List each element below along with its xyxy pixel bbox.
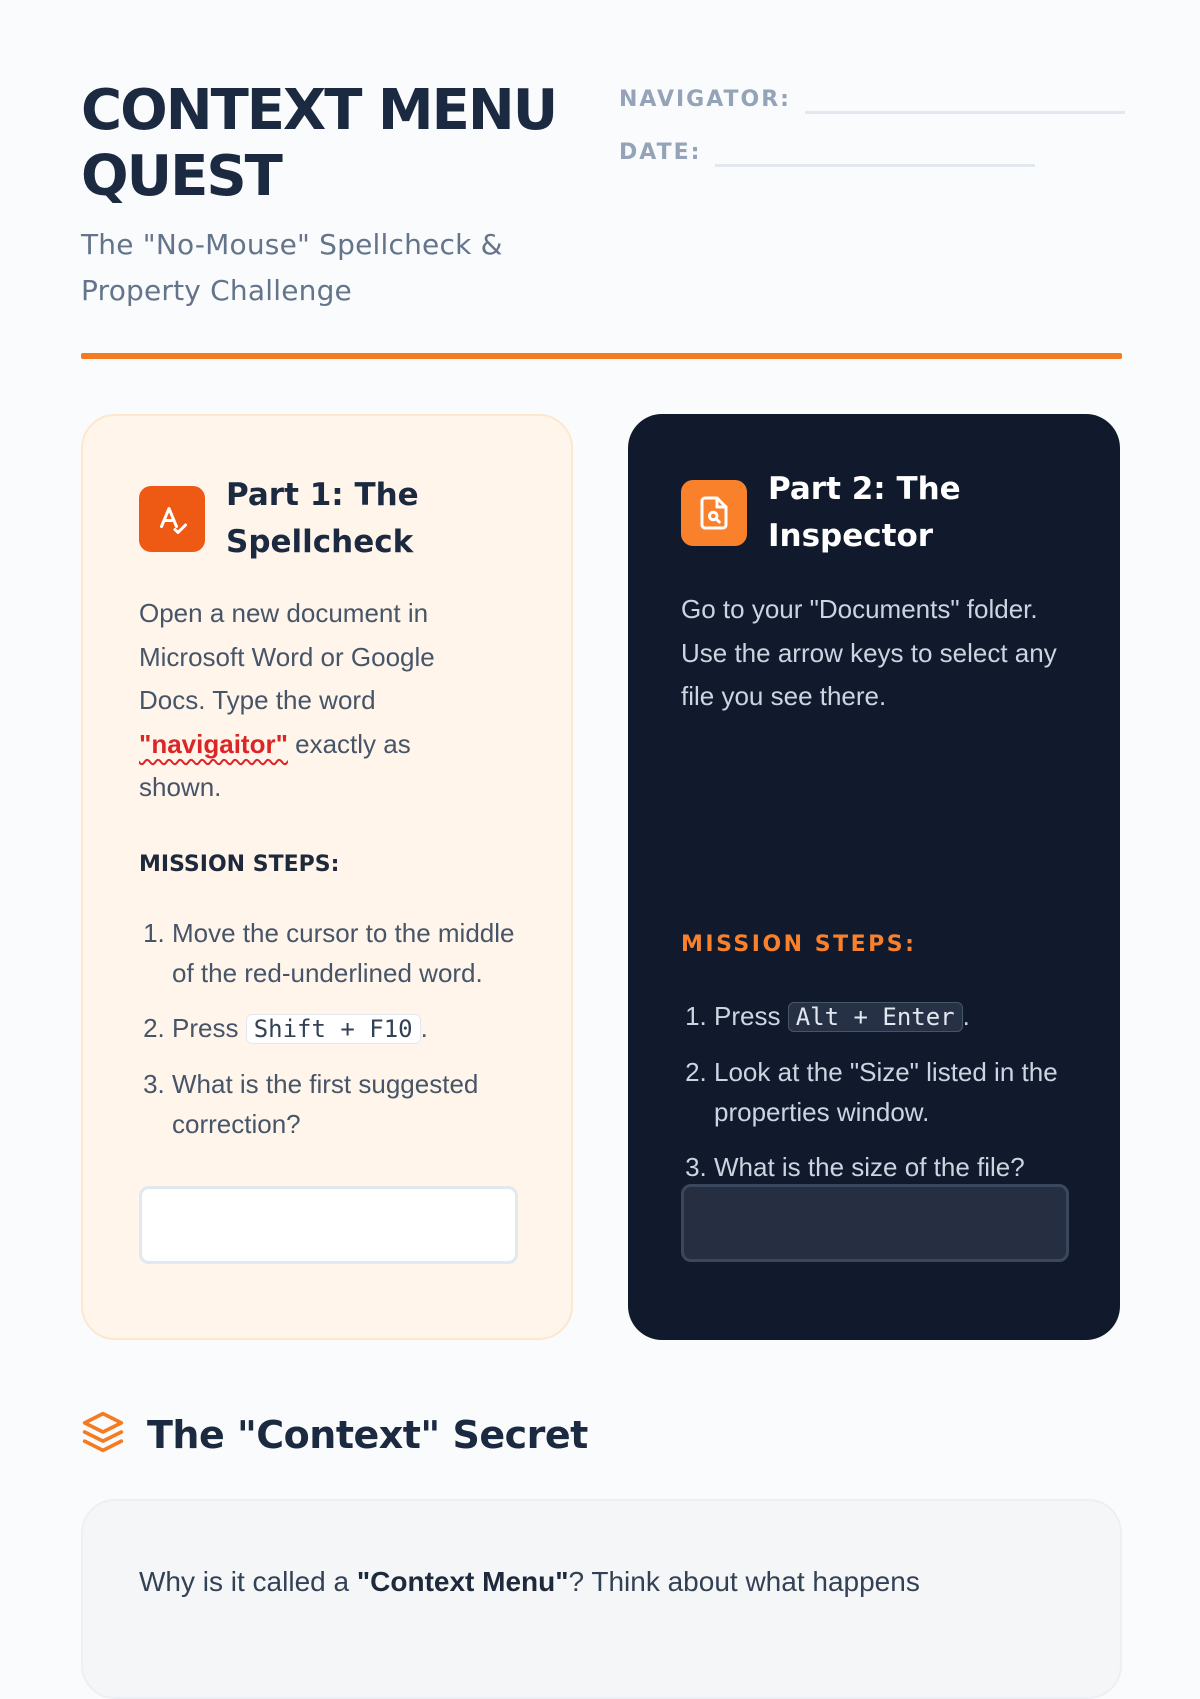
part1-steps-label: MISSION STEPS: — [139, 852, 340, 877]
date-input-line[interactable] — [715, 142, 1035, 167]
worksheet-page — [81, 0, 1122, 1600]
shortcut-key: Shift + F10 — [246, 1014, 421, 1044]
page-title: CONTEXT MENU QUEST — [81, 78, 557, 209]
page-subtitle: The "No-Mouse" Spellcheck & Property Challenge — [81, 228, 503, 307]
navigator-input-line[interactable] — [805, 89, 1125, 114]
part2-intro: Go to your "Documents" folder. Use the arrow keys to select any file you see there. — [681, 594, 1057, 711]
part1-intro-text-end: exactly as shown. — [139, 728, 411, 802]
step-text-end: . — [420, 1013, 428, 1043]
navigator-field — [619, 86, 1125, 114]
part2-steps — [681, 996, 1094, 1202]
misspelled-word: "navigaitor" — [139, 728, 288, 759]
step-text: Press — [714, 1001, 788, 1031]
part2-answer-field[interactable] — [681, 1184, 1069, 1262]
file-search-icon — [681, 480, 747, 546]
date-field — [619, 139, 1035, 167]
navigator-label: NAVIGATOR: — [619, 87, 791, 112]
shortcut-key: Alt + Enter — [788, 1002, 963, 1032]
list-item: 3. What is the first suggested correction? — [172, 1064, 522, 1144]
part2-title: Part 2: The Inspector — [768, 471, 961, 554]
secret-text-start: Why is it called a — [139, 1566, 357, 1597]
secret-title: The "Context" Secret — [147, 1412, 588, 1457]
secret-header — [81, 1410, 588, 1459]
list-item — [172, 1008, 522, 1049]
part1-intro — [139, 592, 499, 810]
header-divider — [81, 353, 1122, 359]
list-item: 1. Move the cursor to the middle of the red-underlined word. — [172, 913, 522, 993]
part1-card — [81, 414, 573, 1340]
part1-intro-text: Open a new document in Microsoft Word or Google Docs. Type the word — [139, 598, 435, 715]
list-item: 2. Look at the "Size" listed in the properties window. — [714, 1052, 1094, 1132]
secret-text-end: ? Think about what happens — [568, 1566, 920, 1597]
part1-title: Part 1: The Spellcheck — [226, 477, 419, 560]
part1-steps — [139, 913, 522, 1159]
secret-text-bold: "Context Menu" — [356, 1566, 569, 1597]
date-label: DATE: — [619, 140, 702, 165]
layers-icon — [81, 1410, 125, 1459]
part2-card — [628, 414, 1120, 1340]
list-item — [714, 996, 1094, 1037]
secret-box — [81, 1499, 1122, 1699]
part2-steps-label: MISSION STEPS: — [681, 932, 917, 957]
spellcheck-icon — [139, 486, 205, 552]
secret-text — [139, 1566, 920, 1598]
list-item: 3. What is the size of the file? — [714, 1147, 1094, 1187]
part1-answer-field[interactable] — [139, 1186, 518, 1264]
step-text: Press — [172, 1013, 246, 1043]
step-text-end: . — [962, 1001, 970, 1031]
